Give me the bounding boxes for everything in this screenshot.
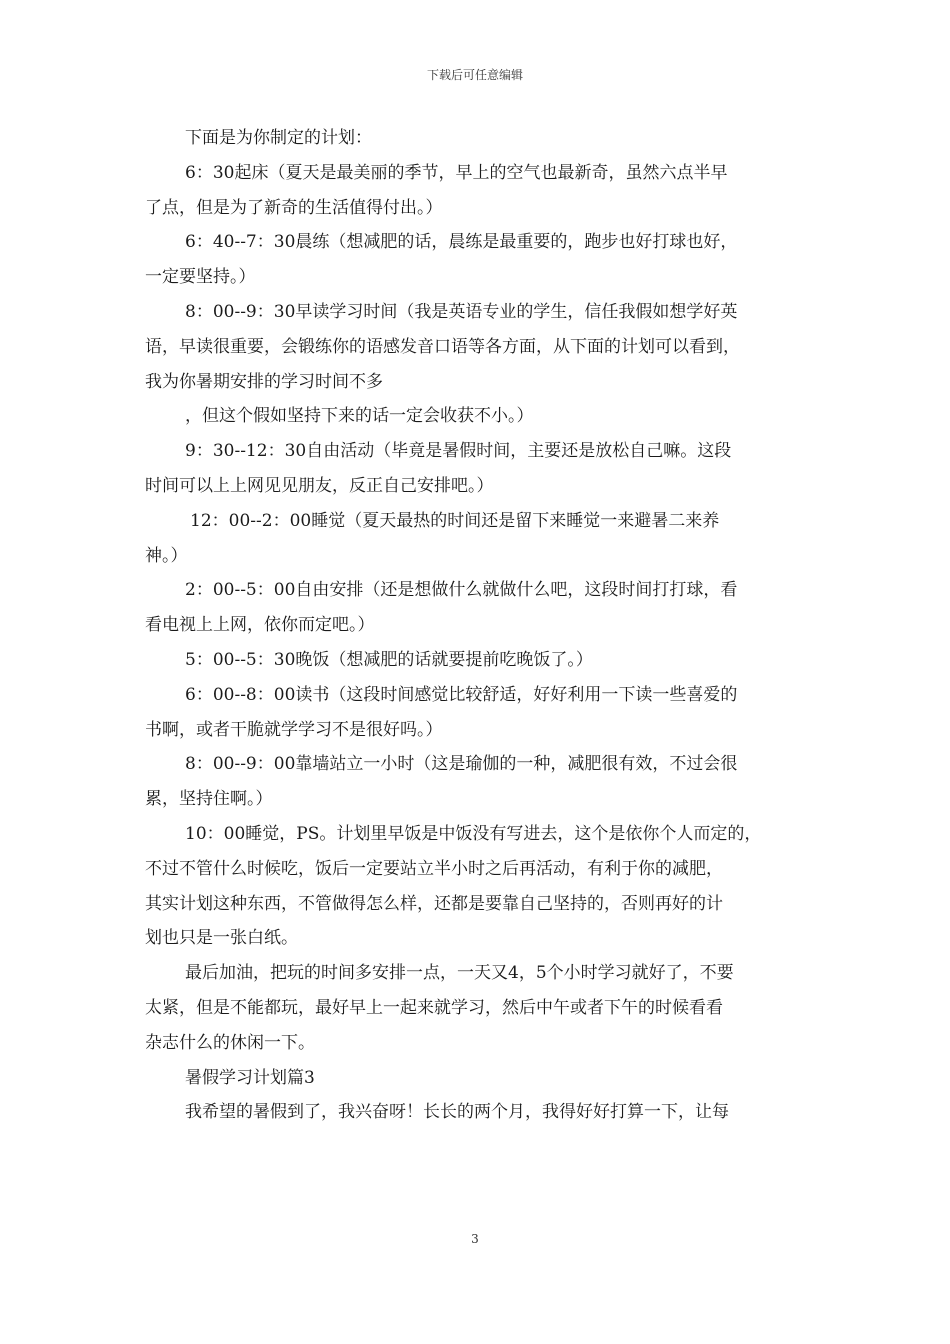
document-body [145, 121, 810, 1130]
paragraph-line: 我希望的暑假到了，我兴奋呀！长长的两个月，我得好好打算一下，让每 [185, 1102, 729, 1123]
paragraph-line: 6：00--8：00读书（这段时间感觉比较舒适，好好利用一下读一些喜爱的 [185, 684, 738, 705]
paragraph-line: 太紧，但是不能都玩，最好早上一起来就学习，然后中午或者下午的时候看看 [145, 997, 723, 1018]
paragraph-line: 12：00--2：00睡觉（夏天最热的时间还是留下来睡觉一来避暑二来养 [190, 510, 720, 531]
paragraph-line: 下面是为你制定的计划： [185, 128, 372, 148]
paragraph-line: 划也只是一张白纸。 [145, 928, 298, 949]
paragraph-line: 我为你暑期安排的学习时间不多 [145, 371, 383, 392]
paragraph-line: 2：00--5：00自由安排（还是想做什么就做什么吧，这段时间打打球，看 [185, 580, 738, 601]
paragraph-line: 5：00--5：30晚饭（想减肥的话就要提前吃晚饭了。） [185, 649, 593, 670]
paragraph-line: 累，坚持住啊。） [145, 789, 273, 810]
paragraph-line: 时间可以上上网见见朋友，反正自己安排吧。） [145, 475, 494, 496]
paragraph-line: 神。） [145, 545, 188, 566]
paragraph-line: 10：00睡觉，PS。计划里早饭是中饭没有写进去，这个是依你个人而定的， [185, 823, 762, 844]
paragraph-line: 8：00--9：00靠墙站立一小时（这是瑜伽的一种，减肥很有效，不过会很 [185, 754, 738, 775]
paragraph-line: 9：30--12：30自由活动（毕竟是暑假时间，主要还是放松自己嘛。这段 [185, 441, 732, 462]
paragraph-line: 8：00--9：30早读学习时间（我是英语专业的学生，信任我假如想学好英 [185, 301, 738, 322]
paragraph-line: 最后加油，把玩的时间多安排一点，一天又4，5个小时学习就好了，不要 [185, 963, 734, 984]
page-number: 3 [471, 1232, 479, 1246]
paragraph-line: 6：40--7：30晨练（想减肥的话，晨练是最重要的，跑步也好打球也好， [185, 232, 738, 253]
paragraph-line: 不过不管什么时候吃，饭后一定要站立半小时之后再活动，有利于你的减肥， [145, 858, 723, 879]
paragraph-line: ，但这个假如坚持下来的话一定会收获不小。） [185, 406, 534, 427]
paragraph-line: 了点，但是为了新奇的生活值得付出。） [145, 197, 443, 218]
paragraph-line: 书啊，或者干脆就学学习不是很好吗。） [145, 719, 443, 740]
paragraph-line: 语，早读很重要，会锻练你的语感发音口语等各方面，从下面的计划可以看到， [145, 336, 740, 357]
paragraph-line: 看电视上上网，依你而定吧。） [145, 615, 375, 636]
paragraph-line: 6：30起床（夏天是最美丽的季节，早上的空气也最新奇，虽然六点半早 [185, 162, 728, 183]
paragraph-line: 其实计划这种东西，不管做得怎么样，还都是要靠自己坚持的，否则再好的计 [145, 893, 723, 914]
section-heading: 暑假学习计划篇3 [185, 1067, 315, 1088]
paragraph-line: 杂志什么的休闲一下。 [145, 1032, 315, 1053]
page-header: 下载后可任意编辑 [426, 68, 523, 82]
paragraph-line: 一定要坚持。） [145, 267, 256, 288]
